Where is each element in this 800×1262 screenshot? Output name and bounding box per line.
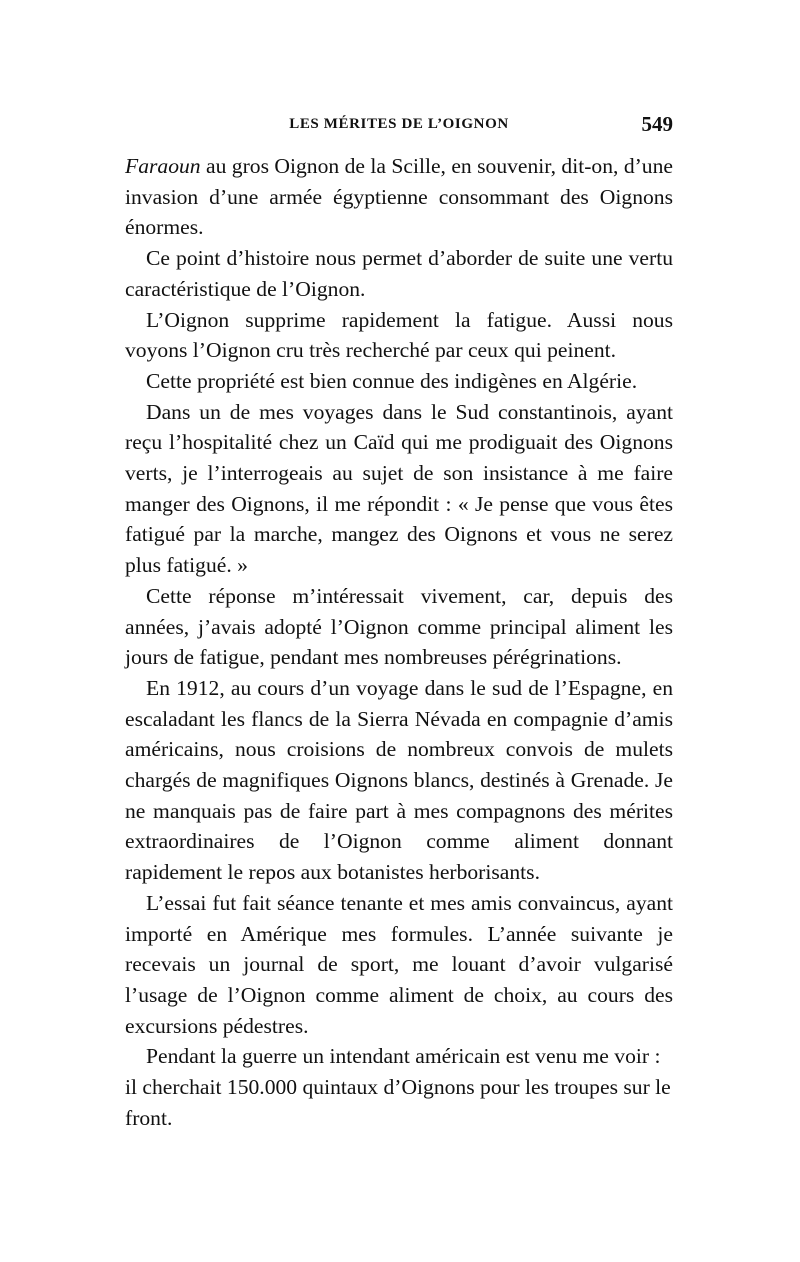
paragraph-9: Pendant la guerre un intendant américain est venu me voir : il cherchait 150.000 quintaux d’Oignons pour les troupes sur le front. xyxy=(125,1044,671,1130)
paragraph-3: L’Oignon supprime rapidement la fatigue. Aussi nous voyons l’Oignon cru très recherché par ceux qui peinent. xyxy=(125,307,673,363)
paragraph-6: Cette réponse m’intéressait vivement, car, depuis des années, j’avais adopté l’Oignon comme principal aliment les jours de fatigue, pendant mes nombreuses pérégrinations. xyxy=(125,583,673,670)
paragraph-8: L’essai fut fait séance tenante et mes amis convaincus, ayant importé en Amérique mes formules. L’année suivante je recevais un journal de sport, me louant d’avoir vulgarisé l’usage de l’Oignon comme aliment de choix, au cours des excursions pédestres. xyxy=(125,890,673,1038)
running-head-title: LES MÉRITES DE L’OIGNON xyxy=(289,116,509,132)
paragraph-7: En 1912, au cours d’un voyage dans le sud de l’Espagne, en escaladant les flancs de la Sierra Névada en compagnie d’amis américains, nous croisions de nombreux convois de mulets chargés de magnifiques Oignons blancs, destinés à Grenade. Je ne manquais pas de faire part à mes compagnons des mérites extraordinaires de l’Oignon comme aliment donnant rapidement le repos aux botanistes herborisants. xyxy=(125,675,673,885)
paragraph-1 xyxy=(125,151,673,243)
body-text xyxy=(125,151,673,1134)
page-number: 549 xyxy=(641,112,673,136)
running-head xyxy=(125,112,673,142)
paragraph-2: Ce point d’histoire nous permet d’aborder de suite une vertu caractéristique de l’Oignon. xyxy=(125,246,673,301)
paragraph-4: Cette propriété est bien connue des indigènes en Algérie. xyxy=(146,368,638,393)
paragraph-5: Dans un de mes voyages dans le Sud constantinois, ayant reçu l’hospitalité chez un Caïd qui me prodiguait des Oignons verts, je l’interrogeais au sujet de son insistance à me faire manger des Oignons, il me répondit : « Je pense que vous êtes fatigué par la marche, mangez des Oignons et vous ne serez plus fatigué. » xyxy=(125,399,673,578)
paragraph-1-text: au gros Oignon de la Scille, en souvenir, dit-on, d’une invasion d’une armée égyptienne consommant des Oignons énormes. xyxy=(125,154,673,240)
italic-word: Faraoun xyxy=(125,154,201,178)
